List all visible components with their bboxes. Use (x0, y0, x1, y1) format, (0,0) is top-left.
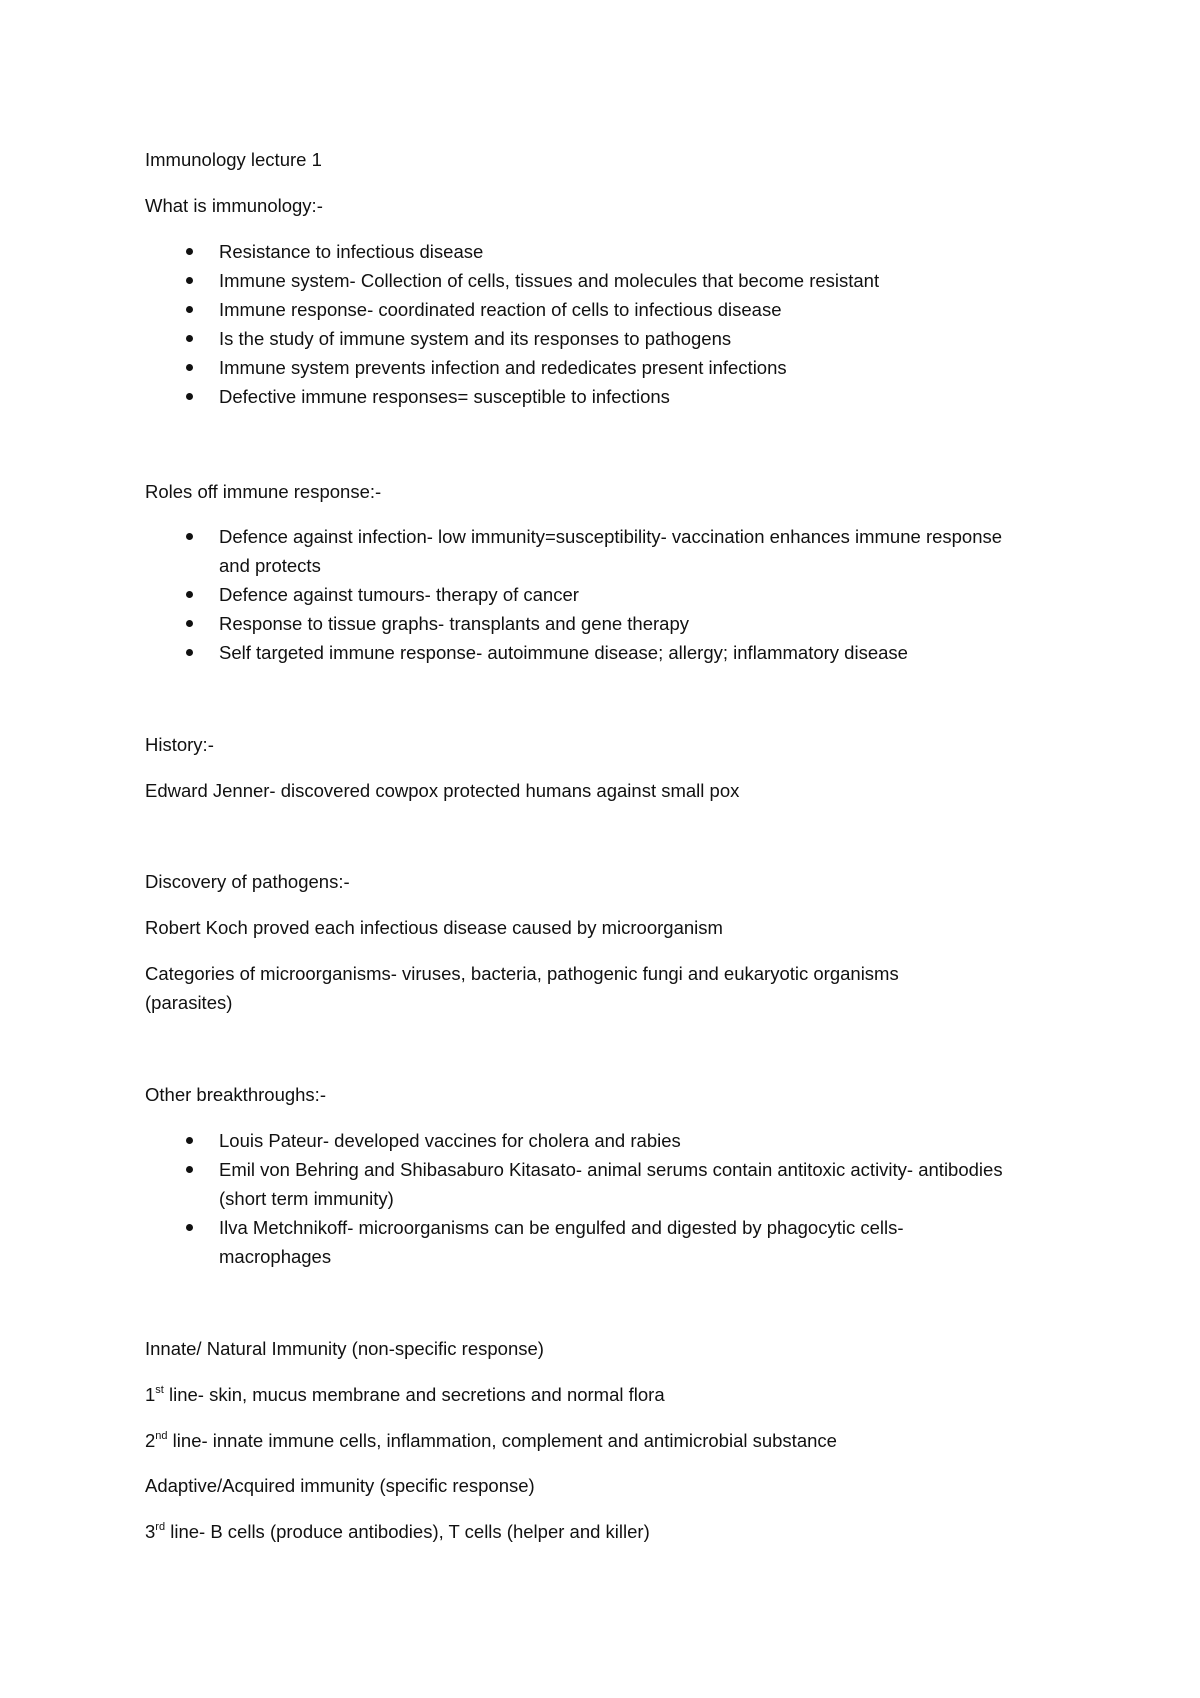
document-page (145, 0, 1045, 1698)
list-item: Immune system- Collection of cells, tissues and molecules that become resistant (145, 266, 1005, 295)
bullet-icon (186, 393, 193, 400)
list-item: Defective immune responses= susceptible to infections (145, 382, 1005, 411)
list-item: Is the study of immune system and its responses to pathogens (145, 324, 1005, 353)
bullet-icon (186, 248, 193, 255)
list-item: Louis Pateur- developed vaccines for cholera and rabies (145, 1126, 1005, 1155)
list-item: Response to tissue graphs- transplants and gene therapy (145, 609, 1005, 638)
section-heading-adaptive: Adaptive/Acquired immunity (specific response) (145, 1475, 535, 1496)
history-text: Edward Jenner- discovered cowpox protected humans against small pox (145, 780, 740, 801)
bullet-icon (186, 335, 193, 342)
discovery-text-koch: Robert Koch proved each infectious disease caused by microorganism (145, 917, 723, 938)
list-item: Ilva Metchnikoff- microorganisms can be engulfed and digested by phagocytic cells- macrophages (145, 1213, 1005, 1271)
list-item: Immune system prevents infection and rededicates present infections (145, 353, 1005, 382)
bullet-icon (186, 306, 193, 313)
list-item: Immune response- coordinated reaction of cells to infectious disease (145, 295, 1005, 324)
roles-bullet-list (145, 522, 1005, 667)
list-item: Defence against infection- low immunity=susceptibility- vaccination enhances immune response and protects (145, 522, 1005, 580)
list-item: Self targeted immune response- autoimmune disease; allergy; inflammatory disease (145, 638, 1005, 667)
list-item: Resistance to infectious disease (145, 237, 1005, 266)
section-heading-innate: Innate/ Natural Immunity (non-specific response) (145, 1338, 544, 1359)
section-heading-breakthroughs: Other breakthroughs:- (145, 1084, 326, 1105)
list-item: Emil von Behring and Shibasaburo Kitasato- animal serums contain antitoxic activity- antibodies (short term immunity) (145, 1155, 1005, 1213)
document-title: Immunology lecture 1 (145, 149, 322, 170)
section-heading-history: History:- (145, 734, 214, 755)
bullet-icon (186, 364, 193, 371)
discovery-text-categories-cont: (parasites) (145, 992, 233, 1013)
bullet-icon (186, 1137, 193, 1144)
breakthroughs-bullet-list (145, 1126, 1005, 1271)
bullet-icon (186, 533, 193, 540)
discovery-text-categories: Categories of microorganisms- viruses, bacteria, pathogenic fungi and eukaryotic organisms (145, 963, 899, 984)
bullet-icon (186, 1224, 193, 1231)
bullet-icon (186, 649, 193, 656)
section-heading-what-is: What is immunology:- (145, 195, 323, 216)
bullet-icon (186, 1166, 193, 1173)
innate-second-line: 2nd line- innate immune cells, inflammation, complement and antimicrobial substance (145, 1429, 837, 1451)
section-heading-roles: Roles off immune response:- (145, 481, 382, 502)
list-item: Defence against tumours- therapy of cancer (145, 580, 1005, 609)
what-is-bullet-list (145, 237, 1005, 411)
innate-first-line: 1st line- skin, mucus membrane and secretions and normal flora (145, 1383, 665, 1405)
section-heading-discovery: Discovery of pathogens:- (145, 871, 350, 892)
bullet-icon (186, 277, 193, 284)
adaptive-third-line: 3rd line- B cells (produce antibodies), T cells (helper and killer) (145, 1520, 650, 1542)
bullet-icon (186, 620, 193, 627)
bullet-icon (186, 591, 193, 598)
